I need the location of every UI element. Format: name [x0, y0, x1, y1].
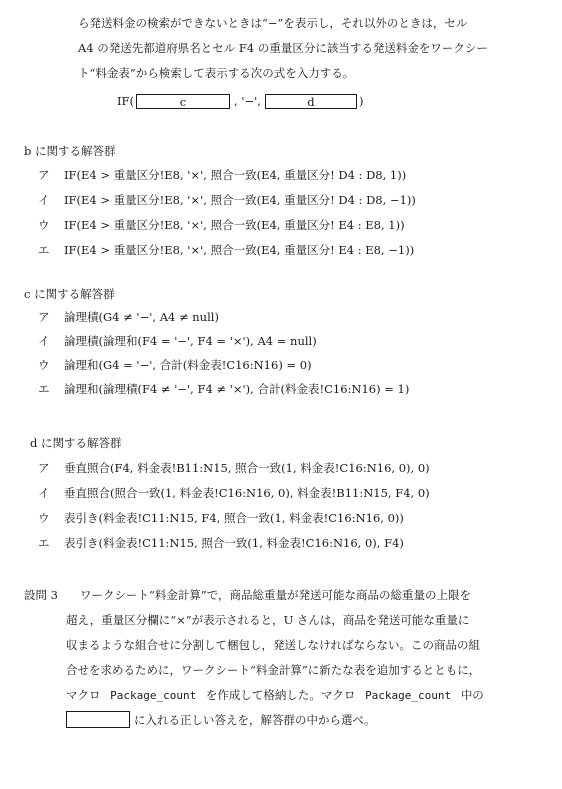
section-d-heading: d に関する解答群 [30, 436, 122, 450]
formula [117, 93, 363, 109]
question-3-line-1: ワークシート“料金計算”で，商品総重量が発送可能な商品の総重量の上限を [80, 588, 472, 602]
option-text: 論理和(論理積(F4 ≠ '−', F4 ≠ '×'), 合計(料金表!C16:N16) = 1) [64, 382, 410, 396]
formula-suffix: ) [358, 94, 364, 108]
option-text: 垂直照合(照合一致(1, 料金表!C16:N16, 0), 料金表!B11:N15, F4, 0) [64, 486, 430, 500]
section-b-heading: b に関する解答群 [24, 144, 116, 158]
option-text: 表引き(料金表!C11:N15, 照合一致(1, 料金表!C16:N16, 0), F4) [64, 536, 404, 550]
question-3-line-2: 超え，重量区分欄に“×”が表示されると，U さんは，商品を発送可能な重量に [66, 613, 470, 627]
section-d-option[interactable] [38, 511, 404, 525]
option-mark: ア [38, 168, 50, 182]
section-b-option[interactable] [38, 168, 406, 182]
option-mark: ア [38, 310, 50, 324]
section-c-option[interactable] [38, 358, 312, 372]
question-3-line-4: 合せを求めるために，ワークシート“料金計算”に新たな表を追加するとともに， [66, 663, 481, 677]
blank-d: d [265, 94, 357, 109]
question-3-line-6 [66, 711, 376, 728]
section-c-option[interactable] [38, 382, 409, 396]
option-text: IF(E4 > 重量区分!E8, '×', 照合一致(E4, 重量区分! E4 : E8, 1)) [64, 218, 405, 232]
option-text: 論理和(G4 = '−', 合計(料金表!C16:N16) = 0) [64, 358, 312, 372]
macro-name: Package_count [110, 689, 197, 702]
option-text: 論理積(G4 ≠ '−', A4 ≠ null) [64, 310, 219, 324]
option-mark: イ [38, 193, 50, 207]
option-mark: ウ [38, 511, 50, 525]
section-b-option[interactable] [38, 243, 414, 257]
question-3-line-3: 収まるような組合せに分割して梱包し，発送しなければならない。この商品の組 [66, 638, 480, 652]
section-b-option[interactable] [38, 193, 416, 207]
formula-prefix: IF( [117, 94, 135, 108]
option-text: 表引き(料金表!C11:N15, F4, 照合一致(1, 料金表!C16:N16, 0)) [64, 511, 404, 525]
option-mark: イ [38, 334, 50, 348]
intro-line-3: ト“料金表”から検索して表示する次の式を入力する。 [78, 66, 355, 80]
intro-line-2: A4 の発送先都道府県名とセル F4 の重量区分に該当する発送料金をワークシー [78, 41, 488, 55]
option-text: IF(E4 > 重量区分!E8, '×', 照合一致(E4, 重量区分! E4 : E8, −1)) [64, 243, 415, 257]
instruction-text: に入れる正しい答えを，解答群の中から選べ。 [134, 712, 376, 727]
option-text: IF(E4 > 重量区分!E8, '×', 照合一致(E4, 重量区分! D4 : D8, −1)) [64, 193, 416, 207]
macro-word: マクロ [66, 688, 101, 702]
option-mark: エ [38, 536, 50, 550]
create-text: を作成して格納した。マクロ [205, 688, 356, 702]
option-text: 論理積(論理和(F4 = '−', F4 = '×'), A4 = null) [64, 334, 317, 348]
formula-mid: , '−', [234, 94, 261, 108]
option-text: IF(E4 > 重量区分!E8, '×', 照合一致(E4, 重量区分! D4 : D8, 1)) [64, 168, 407, 182]
question-3-label: 設問 3 [24, 588, 58, 602]
section-d-option[interactable] [38, 486, 430, 500]
option-mark: ア [38, 461, 50, 475]
option-text: 垂直照合(F4, 料金表!B11:N15, 照合一致(1, 料金表!C16:N16, 0), 0) [64, 461, 430, 475]
answer-blank-box[interactable] [66, 711, 130, 728]
section-c-option[interactable] [38, 310, 219, 324]
question-3-line-5 [66, 688, 484, 703]
section-c-option[interactable] [38, 334, 317, 348]
blank-c: c [136, 94, 230, 109]
macro-name: Package_count [365, 689, 452, 702]
option-mark: ウ [38, 358, 50, 372]
option-mark: エ [38, 382, 50, 396]
inside-text: 中の [460, 688, 484, 702]
section-d-option[interactable] [38, 461, 430, 475]
section-b-option[interactable] [38, 218, 405, 232]
section-c-heading: c に関する解答群 [24, 287, 115, 301]
option-mark: ウ [38, 218, 50, 232]
intro-line-1: ら発送料金の検索ができないときは“−”を表示し，それ以外のときは，セル [78, 16, 468, 30]
option-mark: イ [38, 486, 50, 500]
option-mark: エ [38, 243, 50, 257]
section-d-option[interactable] [38, 536, 404, 550]
